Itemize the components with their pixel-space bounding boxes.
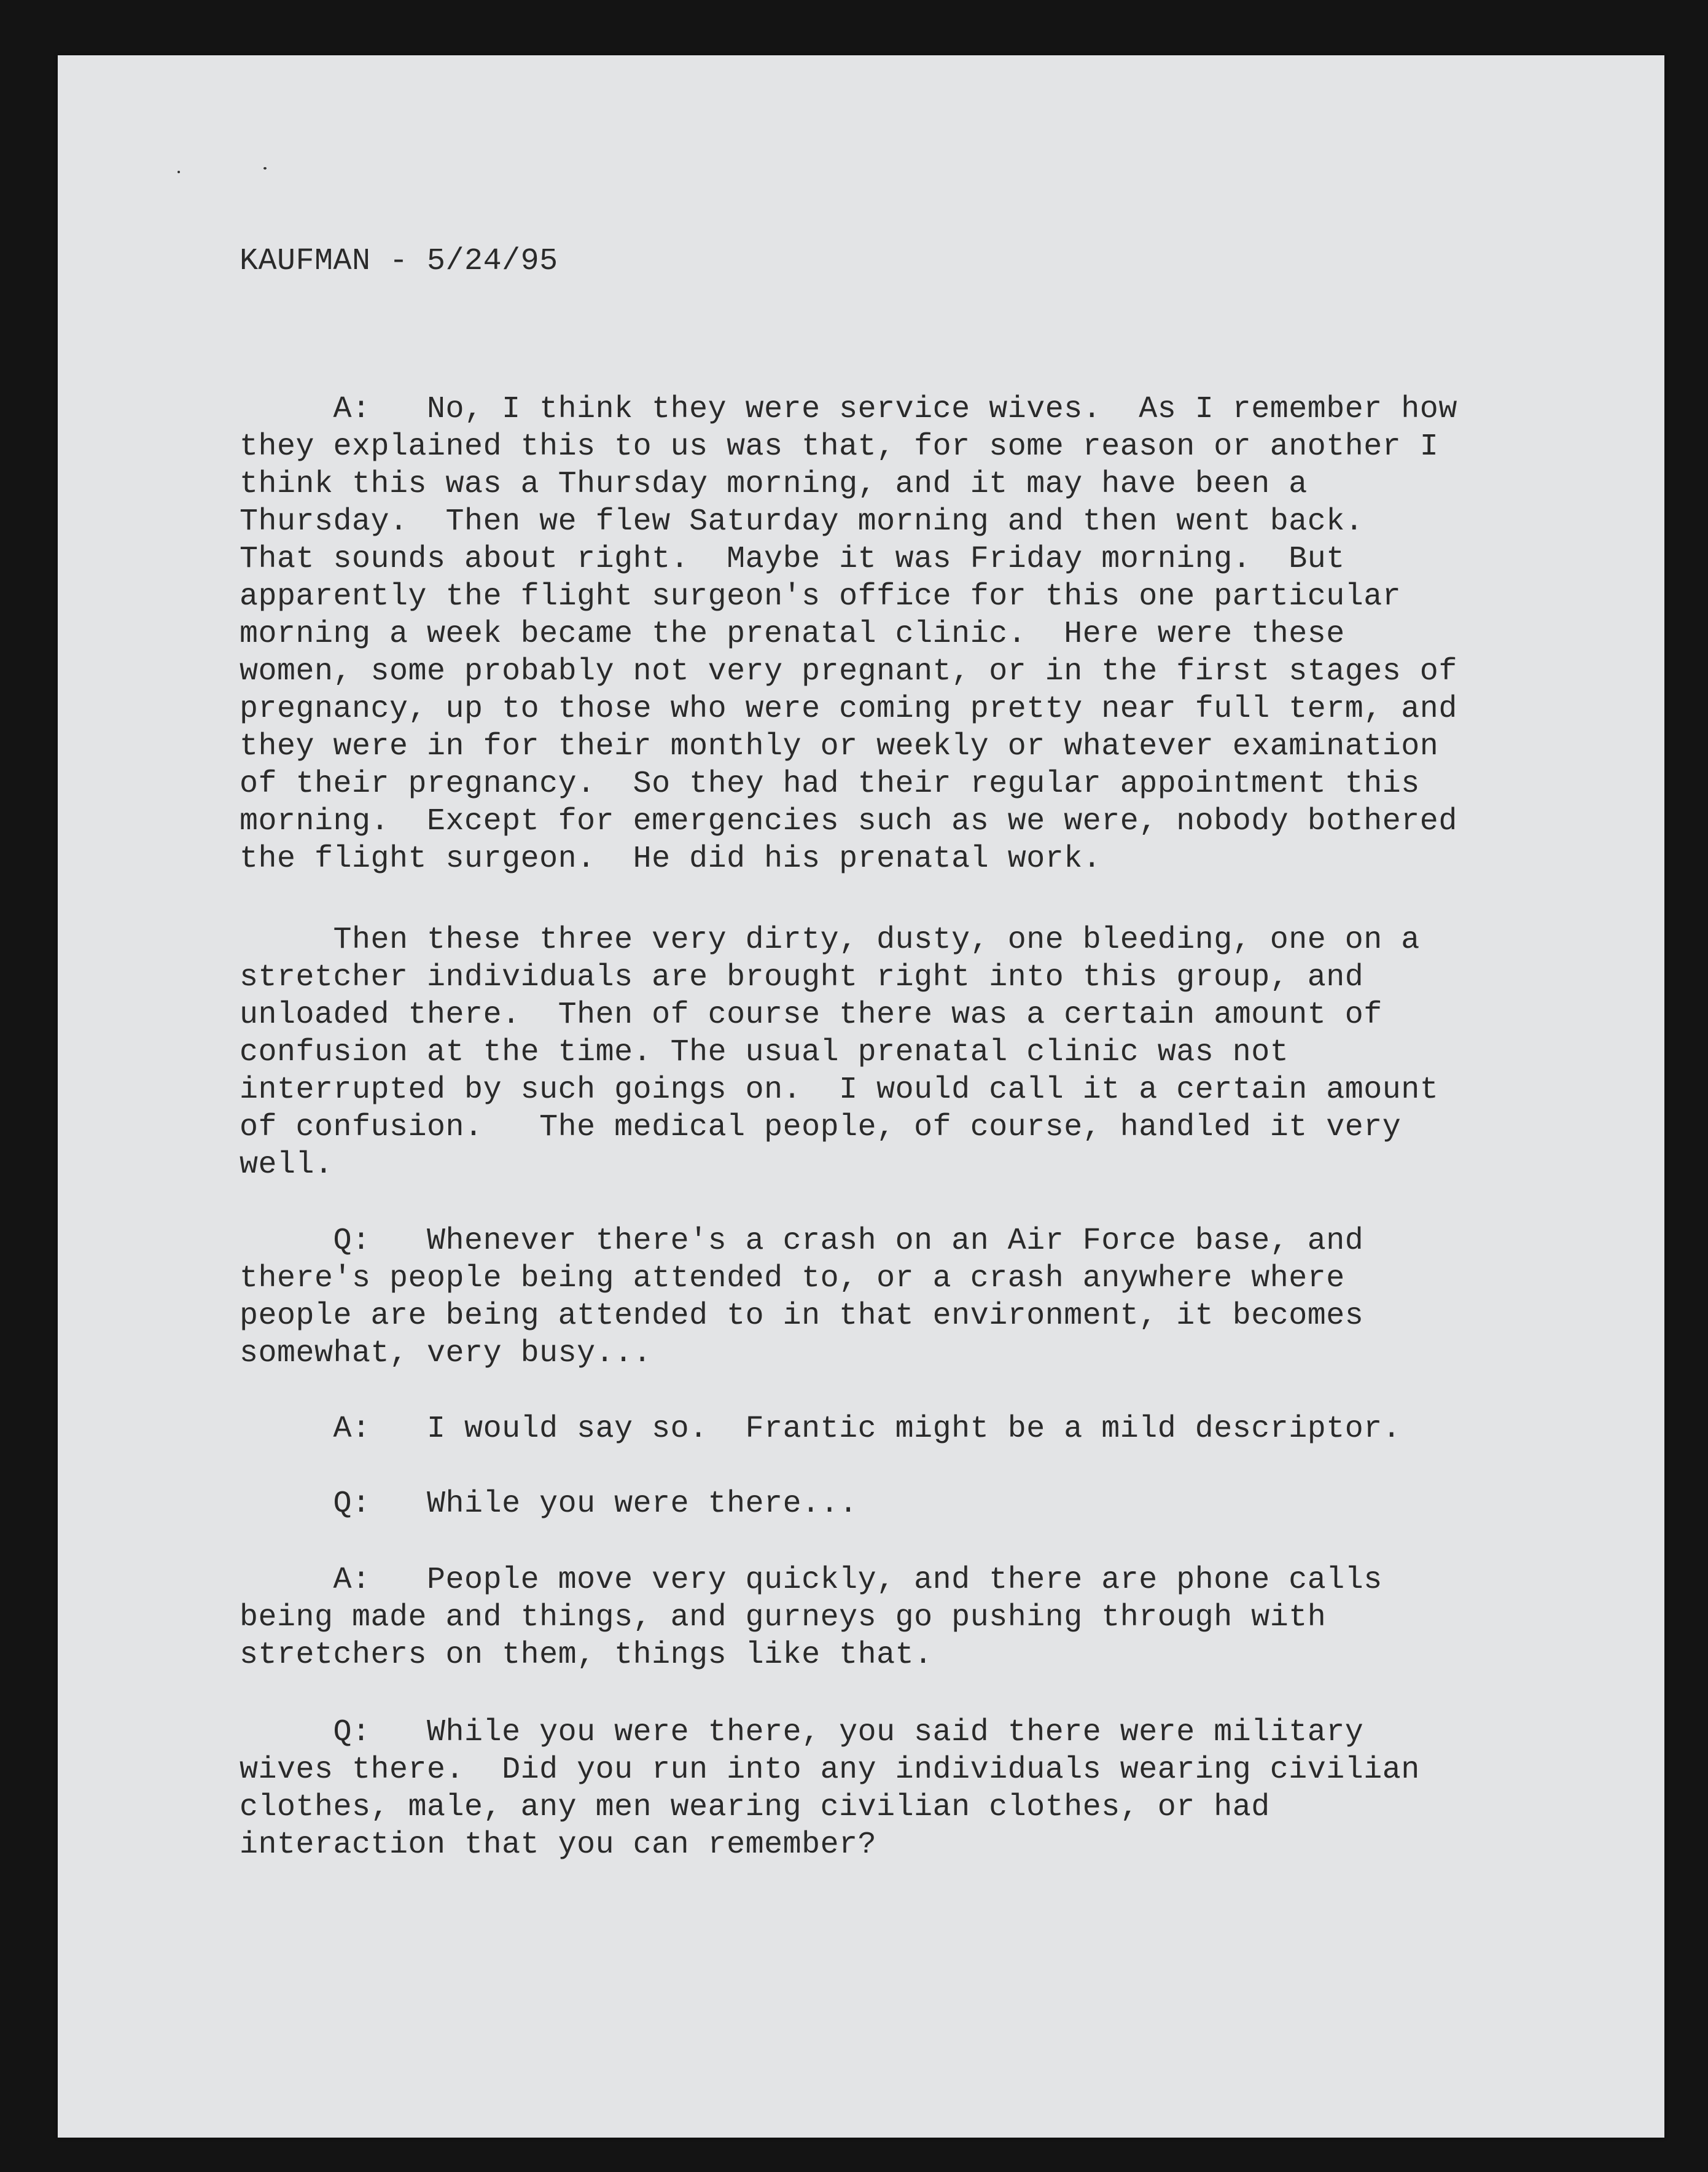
text-line: Q: While you were there, you said there were military xyxy=(240,1715,1364,1750)
text-line: morning a week became the prenatal clinic. Here were these xyxy=(240,617,1345,652)
paragraph-5 xyxy=(240,1485,1529,1523)
text-line: there's people being attended to, or a crash anywhere where xyxy=(240,1261,1345,1296)
text-line: well. xyxy=(240,1147,333,1182)
text-line: they explained this to us was that, for some reason or another I xyxy=(240,429,1439,464)
text-line: A: I would say so. Frantic might be a mild descriptor. xyxy=(240,1412,1402,1447)
text-line: apparently the flight surgeon's office for this one particular xyxy=(240,579,1402,614)
text-line: think this was a Thursday morning, and it may have been a xyxy=(240,467,1308,502)
text-line: wives there. Did you run into any individuals wearing civilian xyxy=(240,1752,1420,1787)
text-line: women, some probably not very pregnant, or in the first stages of xyxy=(240,654,1457,689)
document-header: KAUFMAN - 5/24/95 xyxy=(240,244,558,279)
text-line: confusion at the time. The usual prenatal clinic was not xyxy=(240,1035,1289,1070)
paragraph-7 xyxy=(240,1714,1529,1864)
text-line: stretchers on them, things like that. xyxy=(240,1638,933,1673)
text-line: interaction that you can remember? xyxy=(240,1827,877,1862)
text-line: That sounds about right. Maybe it was Friday morning. But xyxy=(240,542,1345,577)
text-line: stretcher individuals are brought right into this group, and xyxy=(240,960,1364,995)
paragraph-3 xyxy=(240,1222,1529,1372)
text-line: Q: Whenever there's a crash on an Air Force base, and xyxy=(240,1224,1364,1259)
scan-speck xyxy=(177,171,180,173)
text-line: the flight surgeon. He did his prenatal work. xyxy=(240,842,1102,877)
text-line: being made and things, and gurneys go pushing through with xyxy=(240,1600,1327,1635)
paragraph-1 xyxy=(240,391,1529,878)
text-line: they were in for their monthly or weekly or whatever examination xyxy=(240,729,1439,764)
text-line: Thursday. Then we flew Saturday morning and then went back. xyxy=(240,504,1364,539)
text-line: clothes, male, any men wearing civilian clothes, or had xyxy=(240,1790,1270,1825)
text-line: Then these three very dirty, dusty, one bleeding, one on a xyxy=(240,923,1420,958)
text-line: people are being attended to in that environment, it becomes xyxy=(240,1299,1364,1334)
text-line: A: People move very quickly, and there are phone calls xyxy=(240,1563,1382,1598)
text-line: interrupted by such goings on. I would call it a certain amount xyxy=(240,1072,1439,1107)
text-line: morning. Except for emergencies such as we were, nobody bothered xyxy=(240,804,1457,839)
text-line: Q: While you were there... xyxy=(240,1486,858,1522)
scan-speck xyxy=(263,167,267,170)
text-line: unloaded there. Then of course there was a certain amount of xyxy=(240,998,1382,1033)
text-line: of confusion. The medical people, of course, handled it very xyxy=(240,1110,1402,1145)
text-line: pregnancy, up to those who were coming pretty near full term, and xyxy=(240,692,1457,727)
paragraph-2 xyxy=(240,921,1529,1184)
paragraph-6 xyxy=(240,1561,1529,1674)
text-line: somewhat, very busy... xyxy=(240,1336,652,1371)
text-line: A: No, I think they were service wives. As I remember how xyxy=(240,392,1457,427)
text-line: of their pregnancy. So they had their regular appointment this xyxy=(240,767,1420,802)
paragraph-4 xyxy=(240,1410,1529,1448)
